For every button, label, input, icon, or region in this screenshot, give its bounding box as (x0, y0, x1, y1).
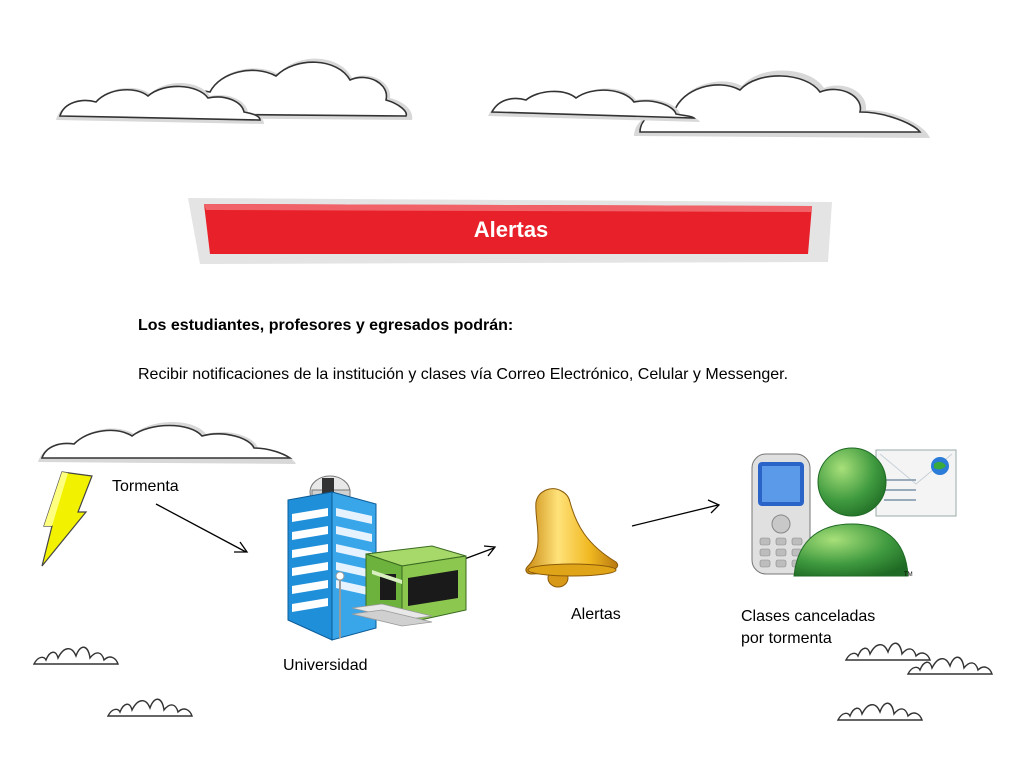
title-banner (200, 202, 822, 258)
arrow-storm-to-university (150, 498, 260, 558)
bell-icon (516, 484, 628, 592)
description-text: Recibir notificaciones de la institución y clases vía Correo Electrónico, Celular y Messenger. (138, 366, 789, 383)
storm-cloud-icon (34, 414, 304, 466)
lightning-icon (38, 470, 94, 570)
devices-icon (748, 440, 962, 590)
cancelled-classes-line-2: por tormenta (741, 630, 832, 647)
grass-icon (104, 688, 196, 722)
cloud-icon (484, 52, 944, 144)
university-label: Universidad (283, 657, 368, 674)
trademark-text: TM (904, 572, 913, 578)
cancelled-classes-line-1: Clases canceladas (741, 608, 876, 625)
cloud-icon (50, 40, 430, 130)
grass-icon (834, 692, 926, 726)
university-building-icon (282, 470, 482, 642)
alerts-label: Alertas (571, 606, 621, 623)
storm-label: Tormenta (112, 478, 179, 495)
page-title: Alertas (473, 217, 549, 242)
arrow-alert-to-devices (626, 498, 726, 532)
section-heading: Los estudiantes, profesores y egresados podrán: (138, 317, 514, 334)
grass-icon (30, 636, 122, 670)
grass-icon (904, 646, 996, 680)
